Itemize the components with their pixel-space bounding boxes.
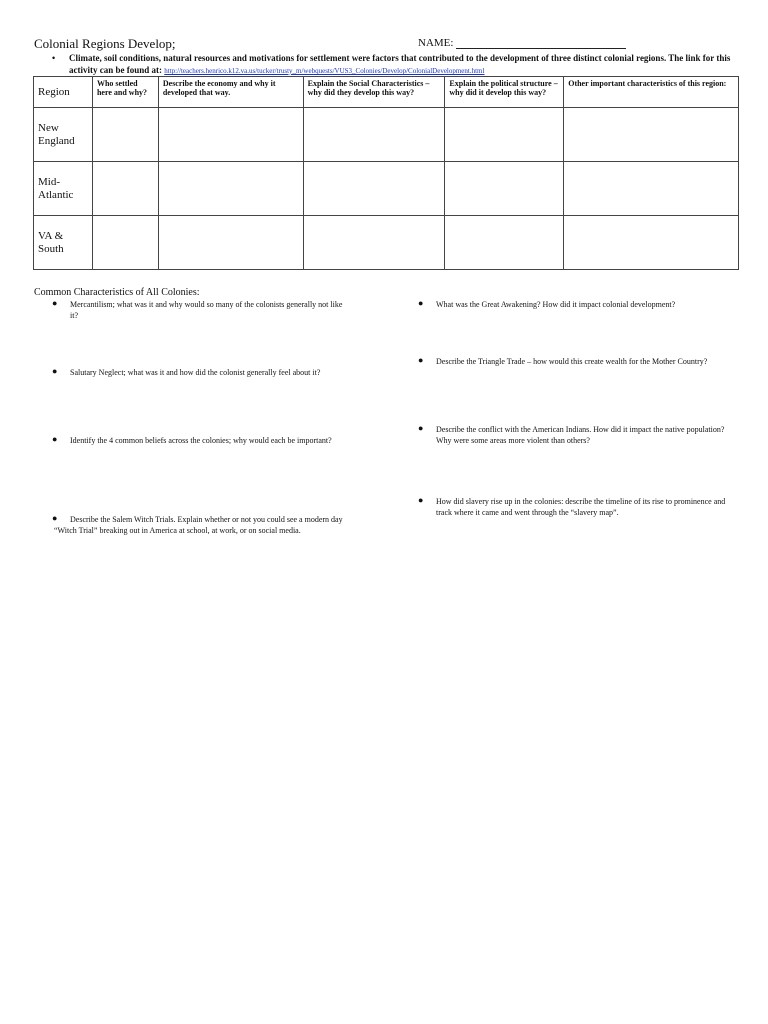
answer-cell[interactable] <box>158 216 303 270</box>
salem-continuation: “Witch Trial” breaking out in America at school, at work, or on social media. <box>54 526 301 535</box>
answer-cell[interactable] <box>445 108 564 162</box>
table-row <box>34 216 739 270</box>
column-header-region: Region <box>34 77 93 108</box>
column-header-social: Explain the Social Characteristics – why did they develop this way? <box>303 77 445 108</box>
answer-cell[interactable] <box>92 162 158 216</box>
table-row <box>34 162 739 216</box>
region-name: Mid-Atlantic <box>34 162 93 216</box>
bullet-icon: ● <box>418 298 424 308</box>
question-slavery: ● How did slavery rise up in the colonies: describe the timeline of its rise to prominence and track where it came and went through the “slavery map”. <box>418 495 726 517</box>
bullet-icon: ● <box>418 495 424 505</box>
question-common-beliefs: ● Identify the 4 common beliefs across the colonies; why would each be important? <box>52 434 332 445</box>
regions-table <box>33 76 739 270</box>
table-header-row <box>34 77 739 108</box>
region-name: New England <box>34 108 93 162</box>
column-header-political: Explain the political structure – why did it develop this way? <box>445 77 564 108</box>
answer-cell[interactable] <box>445 216 564 270</box>
activity-link[interactable]: http://teachers.henrico.k12.va.us/tucker/trusty_m/webquests/VUS3_Colonies/Develop/ColonialDevelopment.html <box>164 67 485 75</box>
column-header-settlers: Who settled here and why? <box>92 77 158 108</box>
question-salem-witch-trials: ● Describe the Salem Witch Trials. Explain whether or not you could see a modern day “Witch Trial” breaking out in America at school, at work, or on social media. <box>52 514 367 536</box>
worksheet-title: Colonial Regions Develop; <box>34 36 176 51</box>
bullet-icon: ● <box>52 298 58 308</box>
answer-cell[interactable] <box>303 216 445 270</box>
name-label: NAME: <box>418 37 454 49</box>
answer-cell[interactable] <box>158 162 303 216</box>
answer-cell[interactable] <box>564 162 739 216</box>
question-american-indians: ● Describe the conflict with the American Indians. How did it impact the native population? Why were some areas more violent than others? <box>418 423 725 445</box>
answer-cell[interactable] <box>92 216 158 270</box>
bullet-icon: ● <box>52 434 58 444</box>
answer-cell[interactable] <box>92 108 158 162</box>
name-blank-line[interactable] <box>456 48 626 49</box>
answer-cell[interactable] <box>564 108 739 162</box>
answer-cell[interactable] <box>303 108 445 162</box>
column-header-other: Other important characteristics of this region: <box>564 77 739 108</box>
bullet-icon: ● <box>418 355 424 365</box>
answer-cell[interactable] <box>158 108 303 162</box>
section-title: Common Characteristics of All Colonies: <box>34 287 200 298</box>
answer-cell[interactable] <box>303 162 445 216</box>
intro-instructions <box>52 52 732 77</box>
bullet-icon: ● <box>52 513 58 523</box>
question-triangle-trade: ● Describe the Triangle Trade – how would this create wealth for the Mother Country? <box>418 355 708 366</box>
question-great-awakening: ● What was the Great Awakening? How did it impact colonial development? <box>418 298 676 309</box>
bullet-icon: • <box>52 53 56 63</box>
question-mercantilism: ● Mercantilism; what was it and why would so many of the colonists generally not like it? <box>52 298 343 320</box>
question-salutary-neglect: ● Salutary Neglect; what was it and how did the colonist generally feel about it? <box>52 366 321 377</box>
column-header-economy: Describe the economy and why it developed that way. <box>158 77 303 108</box>
region-name: VA & South <box>34 216 93 270</box>
bullet-icon: ● <box>418 423 424 433</box>
bullet-icon: ● <box>52 366 58 376</box>
answer-cell[interactable] <box>445 162 564 216</box>
answer-cell[interactable] <box>564 216 739 270</box>
intro-text: Climate, soil conditions, natural resources and motivations for settlement were factors that contributed to the development of three distinct colonial regions. The link for this activity can be found at: <box>69 53 731 75</box>
table-row <box>34 108 739 162</box>
